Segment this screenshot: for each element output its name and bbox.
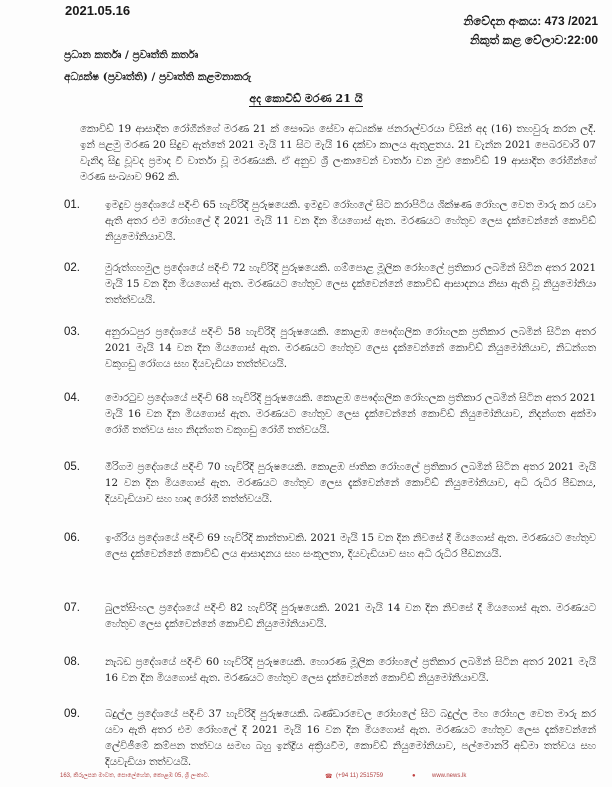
release-number: නිවේදන අංකය: 473 /2021 — [463, 14, 598, 28]
footer-website: www.news.lk — [432, 773, 467, 779]
item-text: මොරටුව ප්‍රදේශයේ පදිංචි 68 හැවිරිදි පුරුෂයෙකි. කොළඹ පෞද්ගලික රෝහලක ප්‍රතිකාර ලබමින් සිටින අතර 2021 මැයි 16 වන දින මියගොස් ඇත. මරණයට හේතුව ලෙස දැක්වෙන්නේ කොවිඩ් නියුමෝනියාව, නිදන්ගත අක්මා රෝගී තත්වය සහ නිදන්ගත වකුගඩු රෝගී තත්වයයි. — [105, 392, 596, 436]
item-number: 02. — [64, 262, 80, 274]
item-text: ඉමදුව ප්‍රදේශයේ පදිංචි 65 හැවිරිදි පුරුෂයෙකි. ඉමදුව රෝහලේ සිට කරාපිටිය ශික්ෂණ රෝහල වෙත මාරු කර යවා ඇති අතර එම රෝහලේ දී 2021 මැයි 11 වන දින මියගොස් ඇත. මරණයට හේතුව ලෙස දැක්වෙන්නේ කොවිඩ් නියුමෝනියාවයි. — [105, 199, 596, 243]
death-item — [64, 197, 596, 245]
item-number: 05. — [64, 461, 80, 473]
footer-phone: (+94 11) 2515759 — [336, 773, 384, 779]
item-number: 06. — [64, 532, 80, 544]
death-item — [64, 260, 596, 308]
item-number: 07. — [64, 602, 80, 614]
item-text: මුරුත්ගහමුල ප්‍රදේශයේ පදිංචි 72 හැවිරිදි පුරුෂයෙකි. ගම්පොළ මූලික රෝහලේ ප්‍රතිකාර ලබමින් සිටින අතර 2021 මැයි 15 වන දින මියගොස් ඇත. මරණයට හේතුව ලෙස දැක්වෙන්නේ කොවිඩ් ආසාදනය නිසා ඇති වූ නියුමෝනියා තත්ත්වයයි. — [105, 262, 596, 306]
item-text: නැබඩ ප්‍රදේශයේ පදිංචි 60 හැවිරිදි පුරුෂයෙකි. හොරණ මූලික රෝහලේ ප්‍රතිකාර ලබමින් සිටින අතර 2021 මැයි 16 වන දින මියගොස් ඇත. මරණයට හේතුව ලෙස දැක්වෙන්නේ කොවිඩ් නියුමෝනියාවයි. — [105, 656, 596, 684]
release-time: නිකුත් කළ වේලාව:22:00 — [469, 33, 598, 47]
intro-paragraph: කොවිඩ් 19 ආසාදිත රෝගීන්ගේ මරණ 21 ක් සෞඛ්‍ය සේවා අධ්‍යක්ෂ ජනරාල්වරයා විසින් අද (16) තහවුරු කරන ලදී. ඉන් පළමු මරණ 20 සිදුව ඇත්තේ 2021 මැයි 11 සිට මැයි 16 දක්වා කාලය ඇතුළතය. 21 වැන්න 2021 පෙබරවාරි 07 වැනිදා සිදු වූවද ප්‍රමාද වී වාර්තා වූ මරණයකි. ඒ අනුව ශ්‍රී ලංකාවෙන් වාර්තා වන මුළු කොවිඩ් 19 ආසාදිත රෝගීන්ගේ මරණ සංඛ්‍යාව 962 කි. — [80, 123, 596, 183]
item-number: 09. — [64, 708, 80, 720]
death-item — [64, 459, 596, 507]
death-item — [64, 530, 596, 562]
document-title: අද කොවිඩ් මරණ 21 යි — [249, 92, 363, 105]
phone-icon: ☎ — [325, 774, 333, 780]
addressee-line-2: අධ්‍යක්ෂ (ප්‍රවෘත්ති) / ප්‍රවෘත්ති කළමනාකරු — [64, 71, 252, 83]
letterhead-footer — [60, 771, 572, 785]
item-text: බුලත්සිංහල ප්‍රදේශයේ පදිංචි 82 හැවිරිදි පුරුෂයෙකි. 2021 මැයි 14 වන දින නිවසේ දී මියගොස් ඇත. මරණයට හේතුව ලෙස දැක්වෙන්නේ කොවිඩ් නියුමෝනියාවයි. — [105, 602, 596, 630]
death-item — [64, 706, 596, 770]
item-text: අනුරාධපුර ප්‍රදේශයේ පදිංචි 58 හැවිරිදි පුරුෂයෙකි. කොළඹ පෞද්ගලික රෝහලක ප්‍රතිකාර ලබමින් සිටින අතර 2021 මැයි 14 වන දින මියගොස් ඇත. මරණයට හේතුව ලෙස දැක්වෙන්නේ කොවිඩ් නියුමෝනියාව, නිධන්ගත වකුගඩු රෝගය සහ දියවැඩියා තත්ත්වයයි. — [105, 326, 596, 370]
item-text: බදුල්ල ප්‍රදේශයේ පදිංචි 37 හැවිරිදි පුරුෂයෙකි. බණ්ඩාරවෙල රෝහලේ සිට බදුල්ල මහ රෝහල වෙත මාරු කර යවා ඇති අතර එම රෝහලේ දී 2021 මැයි 16 වන දින මියගොස් ඇත. මරණයට හේතුව ලෙස දැක්වෙන්නේ ලේවිජීමේ කම්පන තත්වය සමඟ බහු ඉන්ද්‍රිය අක්‍රියවීම, කොවිඩ් නියුමෝනියාව, පල්මොනරි අඩ්මා තත්වය සහ දියවැඩියා තත්වයයි. — [105, 708, 596, 768]
item-text: මීරිගම ප්‍රදේශයේ පදිංචි 70 හැවිරිදි පුරුෂයෙකි. කොළඹ ජාතික රෝහලේ ප්‍රතිකාර ලබමින් සිටින අතර 2021 මැයි 12 වන දින මියගොස් ඇත. මරණයට හේතුව ලෙස දැක්වෙන්නේ කොවිඩ් නියුමෝනියාව, අධි රුධිර පීඩනය, දියවැඩියාව සහ හෘද රෝගී තත්ත්වයයි. — [105, 461, 597, 505]
death-item — [64, 324, 596, 372]
release-reference — [464, 12, 598, 50]
death-item — [64, 654, 596, 686]
item-number: 03. — [64, 326, 80, 338]
globe-icon: ● — [412, 773, 416, 779]
release-date: 2021.05.16 — [65, 3, 131, 18]
addressee-block — [64, 44, 251, 88]
item-number: 04. — [64, 392, 80, 404]
item-number: 01. — [64, 199, 80, 211]
item-number: 08. — [64, 656, 80, 668]
document-title-row — [0, 92, 612, 106]
item-text: ඉංගිරිය ප්‍රදේශයේ පදිංචි 69 හැවිරිදි කාන්තාවකි. 2021 මැයි 15 වන දින නිවසේ දී මියගොස් ඇත. මරණයට හේතුව ලෙස දැක්වෙන්නේ කොවිඩ් ලය ආසාදනය සහ සංකූලතා, දියවැඩියාව සහ අධි රුධිර පීඩනයයි. — [105, 532, 596, 560]
addressee-line-1: ප්‍රධාන කර්තෘ / ප්‍රවෘත්ති කර්තෘ — [64, 49, 199, 61]
footer-address: 163, කිරුලපන මාවත, පොලේහේන, කොළඹ 05, ශ්‍රී ලංකාව. — [60, 773, 210, 779]
death-item — [64, 390, 596, 438]
death-item — [64, 600, 596, 632]
